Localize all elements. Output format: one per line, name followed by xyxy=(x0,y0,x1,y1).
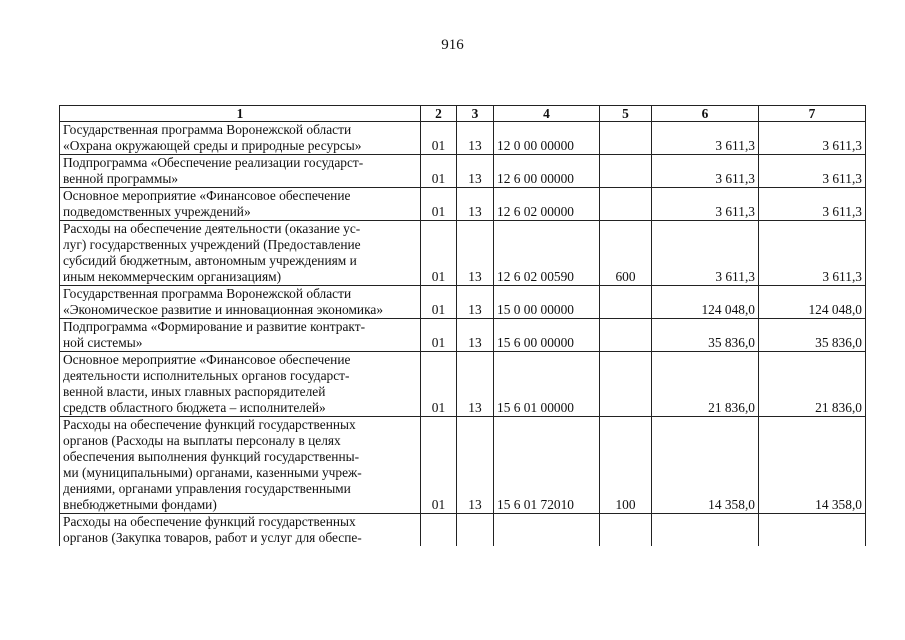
amount-cell-7: 3 611,3 xyxy=(759,155,866,188)
table-row xyxy=(60,122,866,155)
header-col-4: 4 xyxy=(494,106,600,122)
section-cell: 01 xyxy=(421,155,457,188)
expense-type-cell xyxy=(600,286,652,319)
table-row xyxy=(60,417,866,514)
header-col-2: 2 xyxy=(421,106,457,122)
section-cell xyxy=(421,514,457,547)
target-code-cell: 15 6 00 00000 xyxy=(494,319,600,352)
header-col-6: 6 xyxy=(652,106,759,122)
row-name-cell: Расходы на обеспечение функций государственных органов (Закупка товаров, работ и услуг для обеспе- xyxy=(60,514,421,547)
table-row xyxy=(60,319,866,352)
row-name-cell: Основное мероприятие «Финансовое обеспечение деятельности исполнительных органов государст- венной власти, иных главных распорядителей средств областного бюджета – исполнителей» xyxy=(60,352,421,417)
table-row xyxy=(60,352,866,417)
target-code-cell: 12 6 00 00000 xyxy=(494,155,600,188)
subsection-cell: 13 xyxy=(457,122,494,155)
section-cell: 01 xyxy=(421,221,457,286)
target-code-cell: 15 6 01 72010 xyxy=(494,417,600,514)
row-name-cell: Государственная программа Воронежской области «Экономическое развитие и инновационная экономика» xyxy=(60,286,421,319)
amount-cell-6: 21 836,0 xyxy=(652,352,759,417)
amount-cell-6: 3 611,3 xyxy=(652,122,759,155)
amount-cell-7: 3 611,3 xyxy=(759,221,866,286)
amount-cell-6: 3 611,3 xyxy=(652,188,759,221)
section-cell: 01 xyxy=(421,417,457,514)
amount-cell-6 xyxy=(652,514,759,547)
expense-type-cell xyxy=(600,188,652,221)
target-code-cell: 12 0 00 00000 xyxy=(494,122,600,155)
page-number: 916 xyxy=(441,37,464,53)
table-row xyxy=(60,155,866,188)
expense-type-cell xyxy=(600,514,652,547)
row-name-cell: Расходы на обеспечение функций государственных органов (Расходы на выплаты персоналу в целях обеспечения выполнения функций государственны- ми (муниципальными) органами, казенными учреж- дениями, органами управления государственными внебюджетными фондами) xyxy=(60,417,421,514)
subsection-cell: 13 xyxy=(457,352,494,417)
amount-cell-7: 21 836,0 xyxy=(759,352,866,417)
section-cell: 01 xyxy=(421,319,457,352)
header-col-7: 7 xyxy=(759,106,866,122)
table-row xyxy=(60,188,866,221)
target-code-cell: 15 0 00 00000 xyxy=(494,286,600,319)
header-row xyxy=(60,106,866,122)
section-cell: 01 xyxy=(421,286,457,319)
header-col-5: 5 xyxy=(600,106,652,122)
row-name-cell: Основное мероприятие «Финансовое обеспечение подведомственных учреждений» xyxy=(60,188,421,221)
subsection-cell: 13 xyxy=(457,417,494,514)
subsection-cell: 13 xyxy=(457,221,494,286)
target-code-cell xyxy=(494,514,600,547)
subsection-cell: 13 xyxy=(457,155,494,188)
amount-cell-7: 124 048,0 xyxy=(759,286,866,319)
section-cell: 01 xyxy=(421,352,457,417)
target-code-cell: 12 6 02 00590 xyxy=(494,221,600,286)
amount-cell-6: 3 611,3 xyxy=(652,221,759,286)
target-code-cell: 12 6 02 00000 xyxy=(494,188,600,221)
target-code-cell: 15 6 01 00000 xyxy=(494,352,600,417)
expense-type-cell xyxy=(600,319,652,352)
section-cell: 01 xyxy=(421,188,457,221)
amount-cell-7: 3 611,3 xyxy=(759,188,866,221)
row-name-cell: Расходы на обеспечение деятельности (оказание ус- луг) государственных учреждений (Предоставление субсидий бюджетным, автономным учреждениям и иным некоммерческим организациям) xyxy=(60,221,421,286)
expense-type-cell xyxy=(600,155,652,188)
table-row xyxy=(60,286,866,319)
amount-cell-7 xyxy=(759,514,866,547)
expense-type-cell xyxy=(600,122,652,155)
row-name-cell: Подпрограмма «Обеспечение реализации государст- венной программы» xyxy=(60,155,421,188)
amount-cell-6: 35 836,0 xyxy=(652,319,759,352)
budget-table xyxy=(59,105,866,546)
subsection-cell: 13 xyxy=(457,188,494,221)
expense-type-cell xyxy=(600,352,652,417)
amount-cell-6: 14 358,0 xyxy=(652,417,759,514)
table-row xyxy=(60,221,866,286)
expense-type-cell: 100 xyxy=(600,417,652,514)
row-name-cell: Государственная программа Воронежской области «Охрана окружающей среды и природные ресурсы» xyxy=(60,122,421,155)
section-cell: 01 xyxy=(421,122,457,155)
amount-cell-6: 124 048,0 xyxy=(652,286,759,319)
header-col-1: 1 xyxy=(60,106,421,122)
table-row xyxy=(60,514,866,547)
amount-cell-7: 14 358,0 xyxy=(759,417,866,514)
amount-cell-6: 3 611,3 xyxy=(652,155,759,188)
expense-type-cell: 600 xyxy=(600,221,652,286)
amount-cell-7: 3 611,3 xyxy=(759,122,866,155)
header-col-3: 3 xyxy=(457,106,494,122)
subsection-cell xyxy=(457,514,494,547)
amount-cell-7: 35 836,0 xyxy=(759,319,866,352)
subsection-cell: 13 xyxy=(457,319,494,352)
row-name-cell: Подпрограмма «Формирование и развитие контракт- ной системы» xyxy=(60,319,421,352)
subsection-cell: 13 xyxy=(457,286,494,319)
